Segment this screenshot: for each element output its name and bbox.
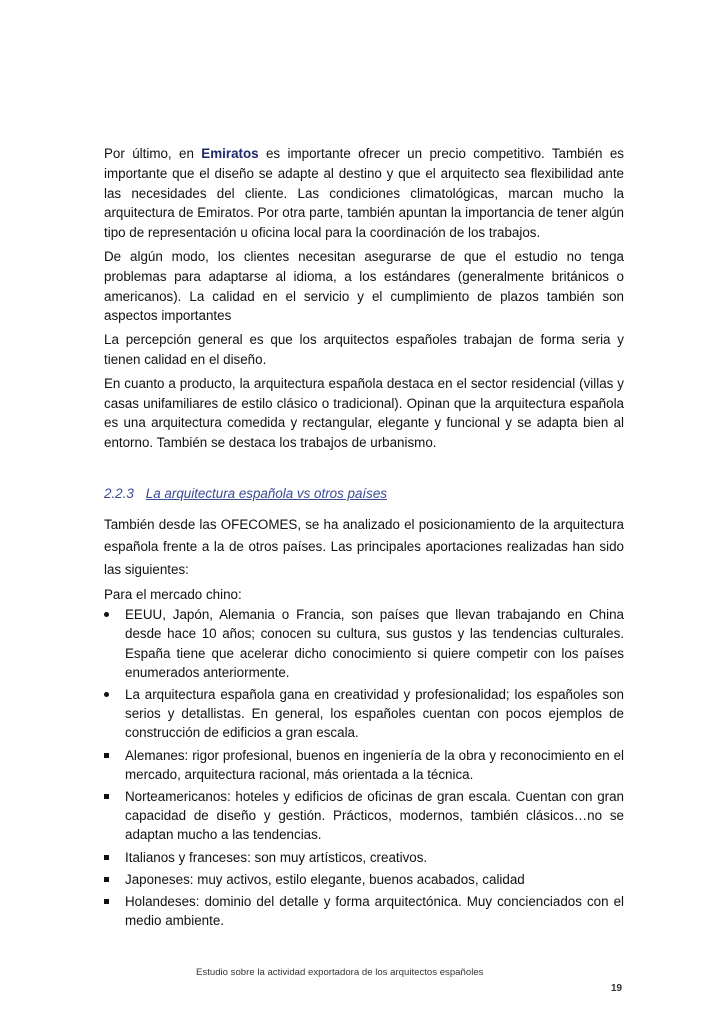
footer-title: Estudio sobre la actividad exportadora de los arquitectos españoles — [196, 967, 484, 978]
list-item — [104, 787, 624, 845]
list-item-text: EEUU, Japón, Alemania o Francia, son países que llevan trabajando en China desde hace 10 años; conocen su cultura, sus gustos y las tendencias culturales. España tiene que acelerar dicho conocimiento si quiere competir con los países enumerados anteriormente. — [125, 607, 624, 680]
bullet-dot-icon — [104, 605, 118, 624]
list-item-text: Japoneses: muy activos, estilo elegante, buenos acabados, calidad — [125, 871, 525, 887]
list-item-text: Holandeses: dominio del detalle y forma arquitectónica. Muy concienciados con el medio ambiente. — [125, 894, 624, 929]
paragraph-percepcion: La percepción general es que los arquitectos españoles trabajan de forma seria y tienen calidad en el diseño. — [104, 332, 624, 367]
paragraph-producto: En cuanto a producto, la arquitectura española destaca en el sector residencial (villas y casas unifamiliares de estilo clásico o tradicional). Opinan que la arquitectura española es una arquitectura comedida y rectangular, elegante y funcional y se adapta bien al entorno. También se destaca los trabajos de urbanismo. — [104, 375, 624, 451]
list-item — [104, 848, 624, 867]
bullet-square-icon — [104, 746, 118, 765]
list-item-text: Italianos y franceses: son muy artísticos, creativos. — [125, 849, 428, 865]
emphasis-emiratos: Emiratos — [201, 146, 259, 161]
bullet-list — [104, 605, 624, 930]
list-item — [104, 605, 624, 682]
list-item-text: Alemanes: rigor profesional, buenos en ingeniería de la obra y reconocimiento en el mercado, arquitectura racional, más orientada a la técnica. — [125, 747, 624, 782]
list-item — [104, 870, 624, 889]
page-number: 19 — [611, 983, 623, 994]
bullet-dot-icon — [104, 685, 118, 704]
bullet-square-icon — [104, 787, 118, 806]
bullet-square-icon — [104, 848, 118, 867]
list-item-text: Norteamericanos: hoteles y edificios de oficinas de gran escala. Cuentan con gran capacidad de diseño y gestión. Prácticos, modernos, también clásicos…no se adaptan mucho a las tendencias. — [125, 789, 624, 843]
paragraph-text: Por último, en — [104, 146, 202, 161]
paragraph-emiratos — [104, 144, 624, 243]
paragraph-clientes: De algún modo, los clientes necesitan asegurarse de que el estudio no tenga problemas para adaptarse al idioma, a los estándares (generalmente británicos o americanos). La calidad en el servicio y el cumplimiento de plazos también son aspectos importantes — [104, 248, 624, 324]
list-item — [104, 685, 624, 743]
list-item — [104, 892, 624, 930]
section-intro: También desde las OFECOMES, se ha analizado el posicionamiento de la arquitectura española frente a la de otros países. Las principales aportaciones realizadas han sido las siguientes: — [104, 516, 624, 577]
list-item-text: La arquitectura española gana en creatividad y profesionalidad; los españoles son serios y detallistas. En general, los españoles cuentan con pocos ejemplos de construcción de edificios a gran escala. — [125, 687, 624, 741]
bullet-square-icon — [104, 892, 118, 911]
paragraph-text: es importante ofrecer un precio competitivo. También es importante que el diseño se adapte al destino y que el arquitecto sea flexibilidad ante las necesidades del cliente. Las condiciones climatológicas, marcan mucho la arquitectura de Emiratos. Por otra parte, también apuntan la importancia de tener algún tipo de representación u oficina local para la coordinación de los trabajos. — [104, 146, 624, 241]
bullet-square-icon — [104, 870, 118, 889]
section-number: 2.2.3 — [104, 485, 134, 501]
page-content — [104, 144, 624, 934]
section-title: La arquitectura española vs otros países — [145, 485, 387, 501]
list-item — [104, 746, 624, 784]
section-heading — [104, 484, 624, 504]
list-intro: Para el mercado chino: — [104, 587, 242, 603]
